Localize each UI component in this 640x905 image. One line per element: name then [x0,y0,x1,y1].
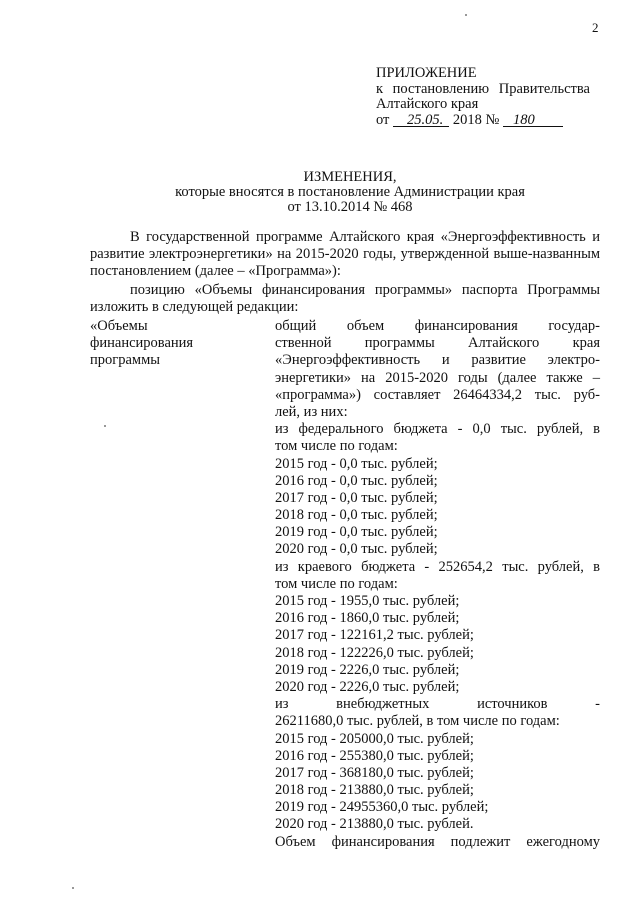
appendix-line: к постановлению Правительства [376,80,590,97]
page-number: 2 [592,20,599,35]
table-right-line: из краевого бюджета - 252654,2 тыс. рублей, в [275,558,600,575]
table-left-line: финансирования [90,335,194,352]
table-right-line: 2017 год - 0,0 тыс. рублей; [275,489,438,506]
table-right-line: энергетики» на 2015-2020 годы (далее также – [275,369,600,386]
scan-speck [104,425,106,427]
table-right-line: лей, из них: [275,403,348,420]
table-right-line: 2018 год - 213880,0 тыс. рублей; [275,782,474,799]
table-right-line: из внебюджетных источников - [275,696,600,713]
table-right-line: 2016 год - 1860,0 тыс. рублей; [275,610,460,627]
date-field [393,111,449,128]
table-right-line: 2020 год - 0,0 тыс. рублей; [275,541,438,558]
date-prefix: от [376,111,390,128]
table-right-line: 2017 год - 122161,2 тыс. рублей; [275,627,474,644]
table-right-line: «программа») составляет 26464334,2 тыс. руб- [275,386,600,403]
heading-reference: от 13.10.2014 № 468 [287,199,413,215]
table-right-line: 2015 год - 1955,0 тыс. рублей; [275,593,460,609]
heading-subtitle: которые вносятся в постановление Администрации края [175,184,525,200]
table-right-line: общий объем финансирования государ- [275,318,600,334]
table-right-column [275,318,600,851]
table-right-line: 2018 год - 122226,0 тыс. рублей; [275,644,474,661]
table-left-line: «Объемы [90,318,148,334]
table-right-line: 2020 год - 2226,0 тыс. рублей; [275,678,460,695]
appendix-title: ПРИЛОЖЕНИЕ [376,65,477,81]
table-right-line: 2019 год - 24955360,0 тыс. рублей; [275,799,489,816]
paragraph-instruction: позицию «Объемы финансирования программы» паспорта Программы изложить в следующей редакции: [90,282,600,316]
table-right-line: 26211680,0 тыс. рублей, в том числе по годам: [275,713,560,730]
scan-speck [465,14,467,16]
appendix-block [376,66,590,128]
table-left-line: программы [90,352,160,369]
table-right-line: 2018 год - 0,0 тыс. рублей; [275,507,438,524]
scan-speck [72,887,74,889]
appendix-date-line [376,113,590,129]
heading-title: ИЗМЕНЕНИЯ, [303,169,397,185]
table-left-column [90,318,250,370]
paragraph-intro: В государственной программе Алтайского края «Энергоэффективность и развитие электроэнергетики» на 2015-2020 годы, утвержденной выше-названным постановлением (далее – «Программа»): [90,229,600,280]
table-right-line: том числе по годам: [275,575,398,592]
table-right-line: ственной программы Алтайского края [275,335,600,352]
table-right-line: 2020 год - 213880,0 тыс. рублей. [275,816,474,833]
table-right-line: 2017 год - 368180,0 тыс. рублей; [275,764,474,781]
appendix-line: Алтайского края [376,96,479,112]
date-value: 25.05. [407,111,444,128]
number-value: 180 [513,111,535,128]
table-right-line: 2016 год - 0,0 тыс. рублей; [275,472,438,489]
table-right-line: 2015 год - 205000,0 тыс. рублей; [275,730,474,747]
table-right-line: из федерального бюджета - 0,0 тыс. рублей, в [275,421,600,438]
number-field [503,111,563,128]
year-number-label: 2018 № [452,111,500,128]
table-right-line: 2019 год - 2226,0 тыс. рублей; [275,661,460,678]
table-right-line: том числе по годам: [275,438,398,455]
table-right-line: «Энергоэффективность и развитие электро- [275,352,600,369]
table-right-line: 2015 год - 0,0 тыс. рублей; [275,455,438,472]
table-right-line: 2019 год - 0,0 тыс. рублей; [275,524,438,541]
table-right-line: 2016 год - 255380,0 тыс. рублей; [275,747,474,764]
table-right-line: Объем финансирования подлежит ежегодному [275,833,600,850]
